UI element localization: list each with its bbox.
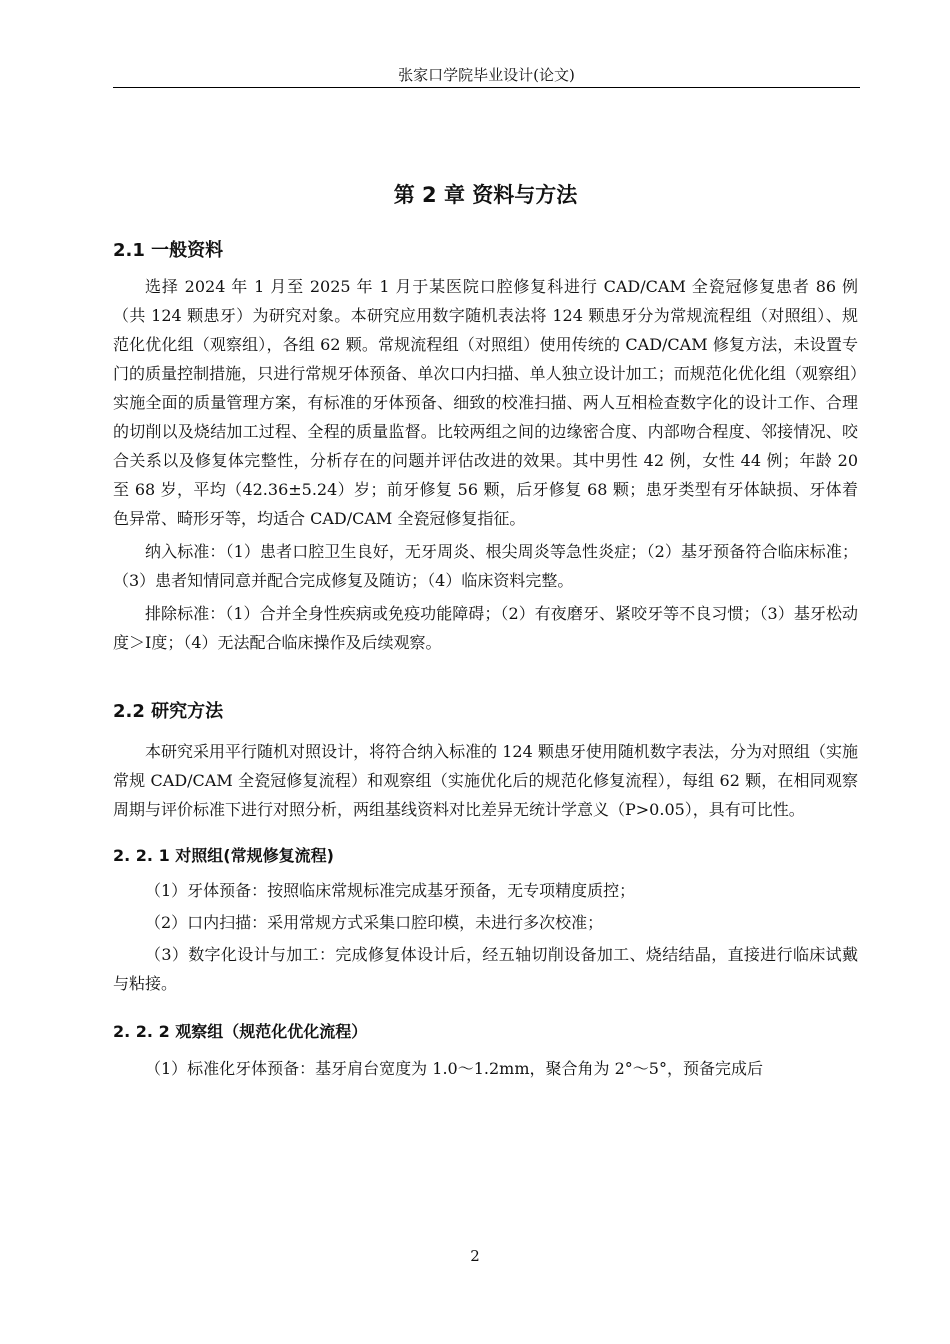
section-title-2-1: 2.1 一般资料 bbox=[113, 240, 224, 261]
list-item: （2）口内扫描：采用常规方式采集口腔印模，未进行多次校准； bbox=[145, 913, 604, 932]
paragraph-general-info: 选择 2024 年 1 月至 2025 年 1 月于某医院口腔修复科进行 CAD/CAM 全瓷冠修复患者 86 例（共 124 颗患牙）为研究对象。本研究应用数字随机表法将 124 颗患牙分为常规流程组（对照组）、规范化优化组（观察组），各组 62 颗。常规流程组（对照组）使用传统的 CAD/CAM 修复方法，未设置专门的质量控制措施，只进行常规牙体预备、单次口内扫描、单人独立设计加工；而规范化优化组（观察组）实施全面的质量管理方案，有标准的牙体预备、细致的校准扫描、两人互相检查数字化的设计工作、合理的切削以及烧结加工过程、全程的质量监督。比较两组之间的边缘密合度、内部吻合程度、邻接情况、咬合关系以及修复体完整性，分析存在的问题并评估改进的效果。其中男性 42 例，女性 44 例；年龄 20 至 68 岁，平均（42.36±5.24）岁；前牙修复 56 颗，后牙修复 68 颗；患牙类型有牙体缺损、牙体着色异常、畸形牙等，均适合 CAD/CAM 全瓷冠修复指征。 bbox=[113, 277, 858, 528]
page-number: 2 bbox=[470, 1247, 480, 1265]
list-item: （1）标准化牙体预备：基牙肩台宽度为 1.0～1.2mm，聚合角为 2°～5°，预备完成后 bbox=[145, 1059, 763, 1078]
section-title-2-2: 2.2 研究方法 bbox=[113, 701, 224, 722]
list-item: （1）牙体预备：按照临床常规标准完成基牙预备，无专项精度质控； bbox=[145, 881, 636, 900]
paragraph-exclusion-criteria: 排除标准：（1）合并全身性疾病或免疫功能障碍；（2）有夜磨牙、紧咬牙等不良习惯；（3）基牙松动度＞Ⅰ度；（4）无法配合临床操作及后续观察。 bbox=[113, 604, 858, 652]
paragraph-inclusion-criteria: 纳入标准：（1）患者口腔卫生良好，无牙周炎、根尖周炎等急性炎症；（2）基牙预备符合临床标准；（3）患者知情同意并配合完成修复及随访；（4）临床资料完整。 bbox=[113, 542, 858, 590]
header-rule bbox=[113, 87, 860, 88]
page-body bbox=[113, 150, 858, 1083]
running-header: 张家口学院毕业设计(论文) bbox=[398, 66, 575, 84]
list-item: （3）数字化设计与加工：完成修复体设计后，经五轴切削设备加工、烧结结晶，直接进行临床试戴与粘接。 bbox=[113, 945, 858, 993]
chapter-title: 第 2 章 资料与方法 bbox=[393, 183, 578, 207]
subsection-title-2-2-1: 2. 2. 1 对照组(常规修复流程) bbox=[113, 846, 334, 865]
paragraph-research-method: 本研究采用平行随机对照设计，将符合纳入标准的 124 颗患牙使用随机数字表法，分为对照组（实施常规 CAD/CAM 全瓷冠修复流程）和观察组（实施优化后的规范化修复流程），每组 62 颗，在相同观察周期与评价标准下进行对照分析，两组基线资料对比差异无统计学意义（P>0.05），具有可比性。 bbox=[113, 742, 858, 819]
subsection-title-2-2-2: 2. 2. 2 观察组（规范化优化流程） bbox=[113, 1022, 368, 1041]
